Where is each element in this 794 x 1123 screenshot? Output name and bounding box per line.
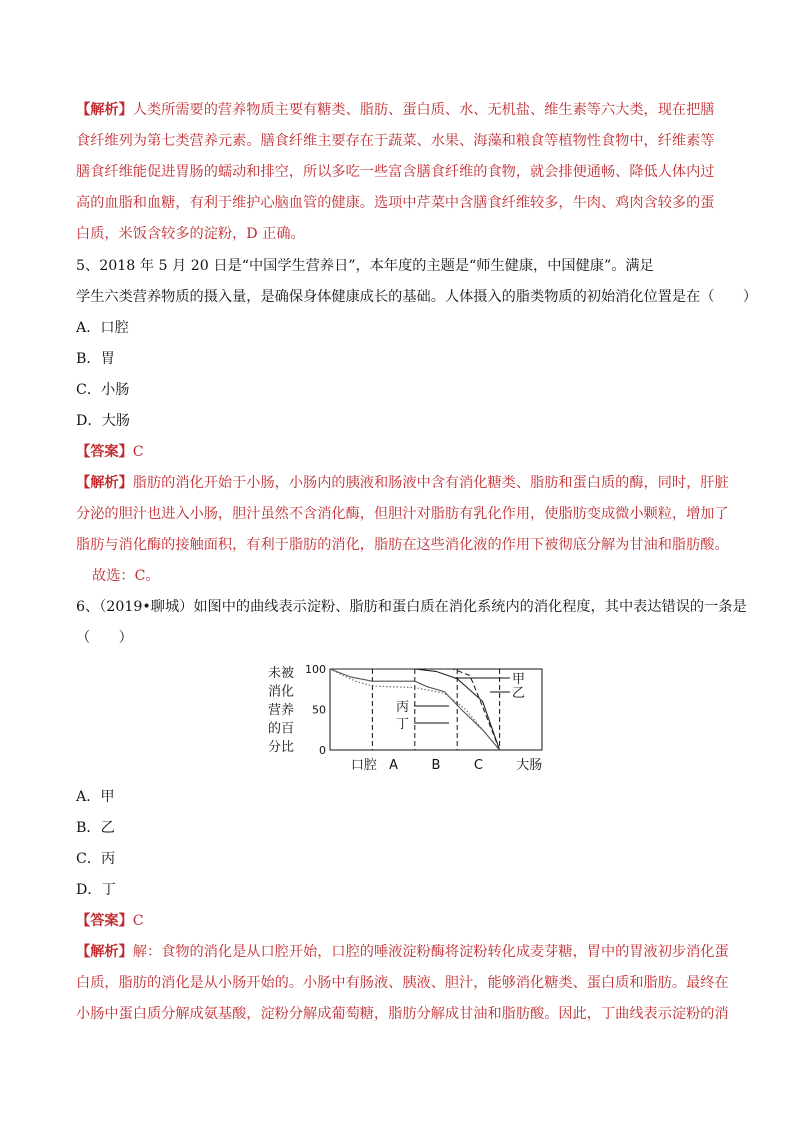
y-axis-label: 分比 bbox=[268, 740, 295, 755]
q5-answer: 【答案】C bbox=[76, 444, 144, 460]
q6-analysis-line: 【解析】解：食物的消化是从口腔开始，口腔的唾液淀粉酶将淀粉转化成麦芽糖，胃中的胃液初步消化蛋 bbox=[76, 944, 729, 960]
y-tick-label: 50 bbox=[312, 703, 326, 717]
y-tick-label: 100 bbox=[305, 663, 326, 676]
y-tick-label: 0 bbox=[319, 744, 326, 757]
q5-analysis-line: 分泌的胆汁也进入小肠，胆汁虽然不含消化酶，但胆汁对脂肪有乳化作用，使脂肪变成微小颗粒，增加了 bbox=[76, 506, 729, 522]
q4-analysis-line: 膳食纤维能促进胃肠的蠕动和排空，所以多吃一些富含膳食纤维的食物，就会排便通畅、降低人体内过 bbox=[76, 164, 715, 180]
q5-option-b: B．胃 bbox=[76, 351, 115, 367]
q6-analysis-line: 小肠中蛋白质分解成氨基酸，淀粉分解成葡萄糖，脂肪分解成甘油和脂肪酸。因此，丁曲线表示淀粉的消 bbox=[76, 1006, 729, 1022]
q4-analysis-line: 食纤维列为第七类营养元素。膳食纤维主要存在于蔬菜、水果、海藻和粮食等植物性食物中，纤维素等 bbox=[76, 133, 715, 149]
legend-label: 丁 bbox=[396, 717, 410, 732]
digestion-chart-svg bbox=[264, 662, 544, 774]
legend-label: 甲 bbox=[512, 672, 526, 687]
q4-analysis-line: 高的血脂和血糖，有利于维护心脑血管的健康。选项中芹菜中含膳食纤维较多，牛肉、鸡肉含较多的蛋 bbox=[76, 195, 715, 211]
legend-label: 乙 bbox=[512, 686, 526, 701]
q5-analysis-line: 脂肪与消化酶的接触面积，有利于脂肪的消化，脂肪在这些消化液的作用下被彻底分解为甘油和脂肪酸。 bbox=[76, 537, 729, 553]
q6-option-d: D．丁 bbox=[76, 882, 116, 898]
analysis-tag: 【解析】 bbox=[76, 102, 133, 118]
q6-stem: 6、（2019•聊城）如图中的曲线表示淀粉、脂肪和蛋白质在消化系统内的消化程度，其中表达错误的一条是 bbox=[76, 599, 747, 615]
q5-analysis-line: 【解析】脂肪的消化开始于小肠，小肠内的胰液和肠液中含有消化糖类、脂肪和蛋白质的酶，同时，肝脏 bbox=[76, 475, 729, 491]
q4-analysis-line: 【解析】人类所需要的营养物质主要有糖类、脂肪、蛋白质、水、无机盐、维生素等六大类，现在把膳 bbox=[76, 102, 715, 118]
q6-option-c: C．丙 bbox=[76, 851, 116, 867]
q4-analysis-line: 白质，米饭含较多的淀粉，D 正确。 bbox=[76, 226, 305, 242]
q6-answer: 【答案】C bbox=[76, 913, 144, 929]
digestion-chart bbox=[264, 662, 544, 774]
q5-option-d: D．大肠 bbox=[76, 413, 130, 429]
x-category-label: 大肠 bbox=[516, 758, 543, 773]
q6-stem: （ ） bbox=[76, 630, 133, 646]
q6-option-a: A．甲 bbox=[76, 789, 115, 805]
legend-label: 丙 bbox=[396, 700, 410, 715]
y-axis-label: 的百 bbox=[268, 721, 295, 737]
q5-option-a: A．口腔 bbox=[76, 320, 129, 336]
x-category-label: B bbox=[431, 758, 441, 773]
y-axis-label: 营养 bbox=[268, 703, 295, 718]
y-axis-label: 未被 bbox=[268, 666, 295, 681]
x-category-label: 口腔 bbox=[350, 758, 377, 773]
q5-stem: 5、2018 年 5 月 20 日是“中国学生营养日”，本年度的主题是“师生健康，中国健康”。满足 bbox=[76, 258, 654, 274]
q5-conclusion: 故选：C。 bbox=[92, 568, 160, 584]
q5-stem: 学生六类营养物质的摄入量，是确保身体健康成长的基础。人体摄入的脂类物质的初始消化位置是在（ ） bbox=[76, 289, 758, 305]
x-category-label: A bbox=[389, 758, 399, 773]
q5-option-c: C．小肠 bbox=[76, 382, 130, 398]
q6-option-b: B．乙 bbox=[76, 820, 115, 836]
x-category-label: C bbox=[473, 758, 483, 773]
q6-analysis-line: 白质，脂肪的消化是从小肠开始的。小肠中有肠液、胰液、胆汁，能够消化糖类、蛋白质和脂肪。最终在 bbox=[76, 975, 729, 991]
chart-frame bbox=[330, 669, 542, 750]
y-axis-label: 消化 bbox=[268, 684, 295, 700]
